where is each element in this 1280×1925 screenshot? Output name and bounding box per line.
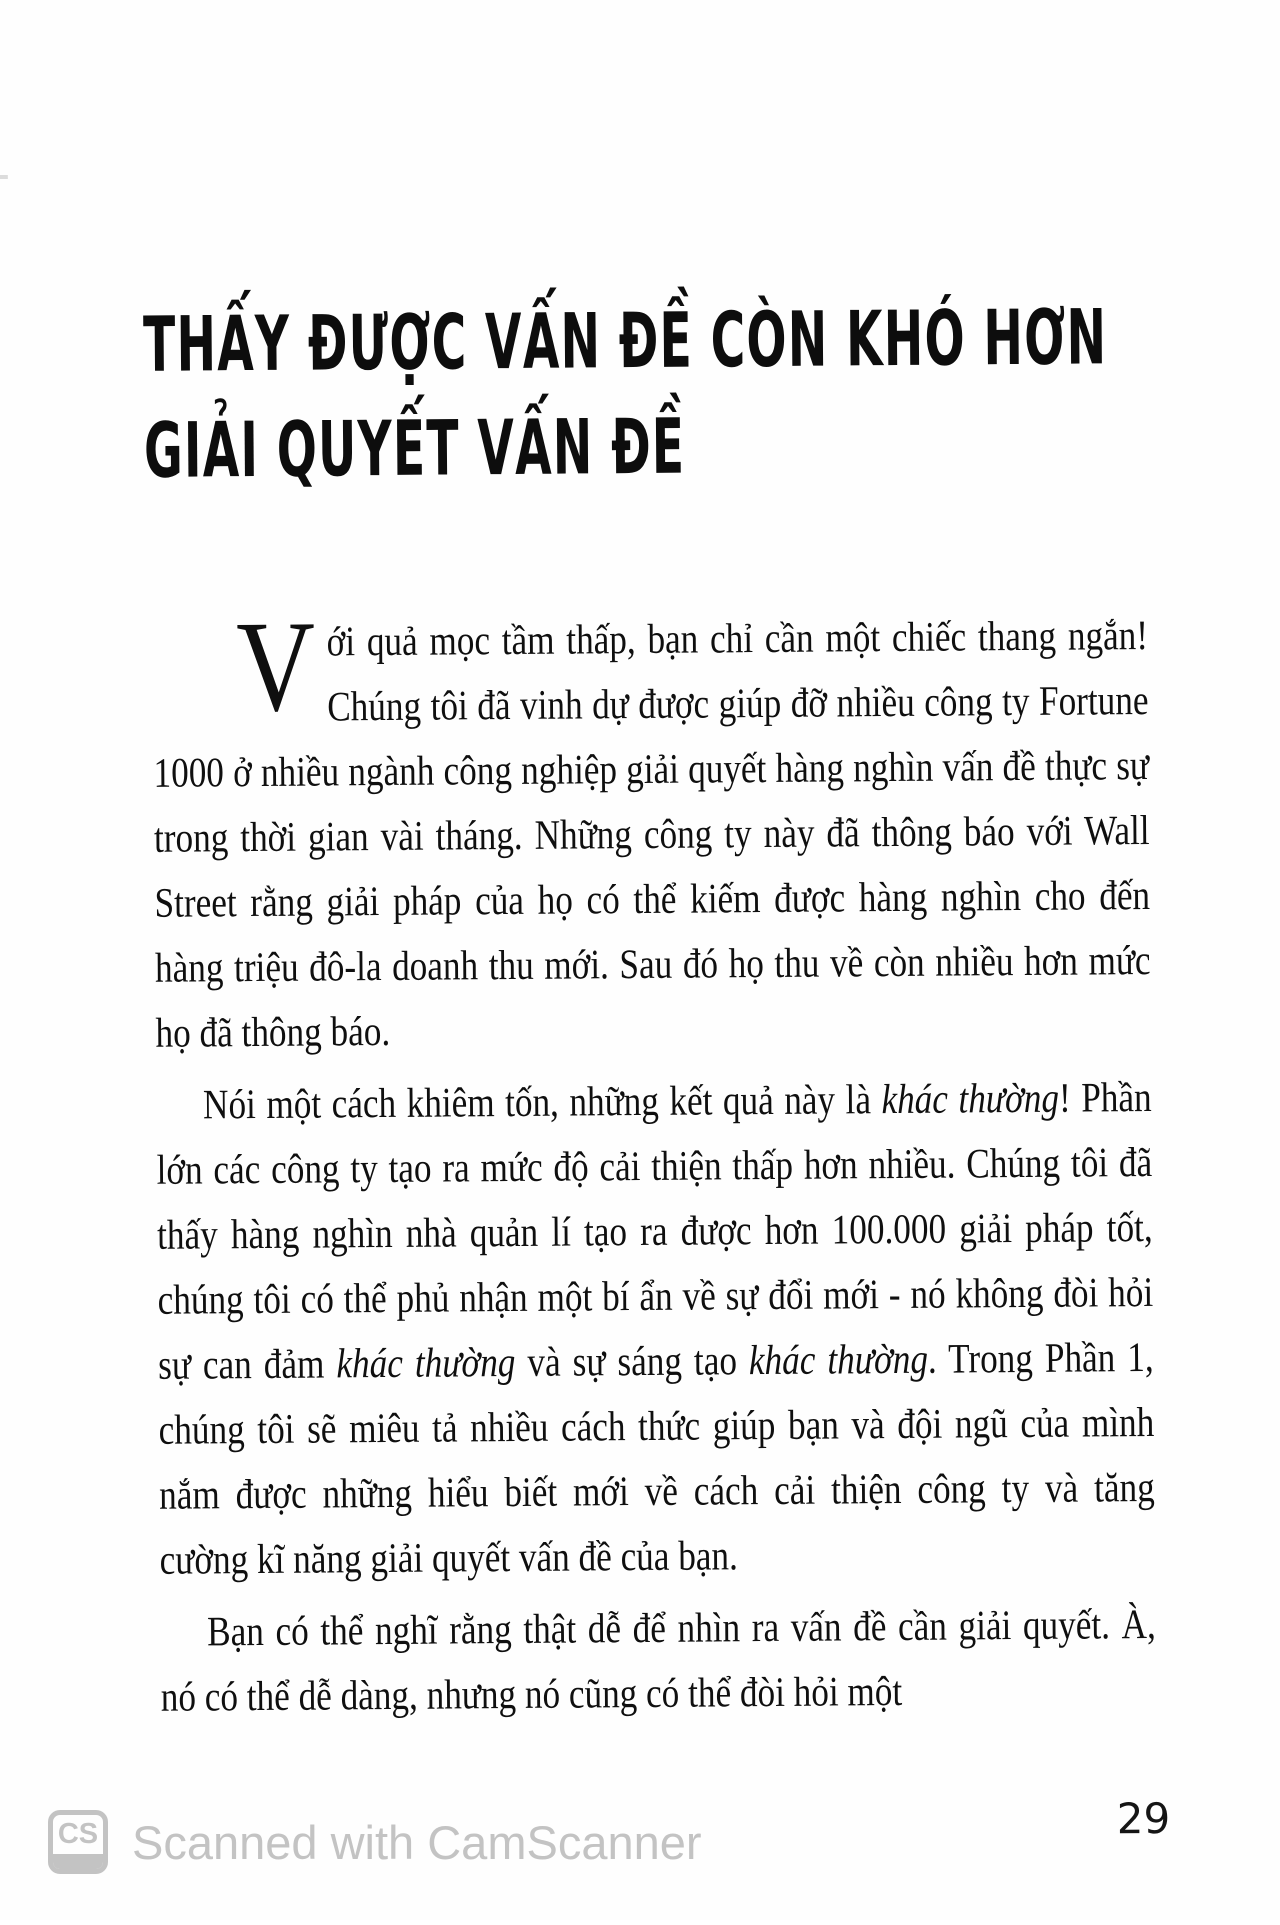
text-run: ! Phần lớn các công ty tạo ra mức độ cải thiện thấp hơn nhiều. Chúng tôi đã thấy hàng nghìn nhà quản lí tạo ra được hơn 100.000 giải pháp tốt, chúng tôi có thể phủ nhận một bí ẩn về sự đổi mới - nó không đòi hỏi sự can đảm [156, 1074, 1154, 1389]
chapter-title [143, 280, 1280, 504]
paragraph-1 [152, 594, 1151, 1067]
drop-cap: V [235, 594, 316, 740]
italic-run: khác thường [748, 1336, 929, 1385]
text-run: Nói một cách khiêm tốn, những kết quả này là [202, 1077, 882, 1129]
body-text [152, 594, 1156, 1731]
paragraph-3 [160, 1593, 1157, 1731]
camscanner-logo-icon [48, 1810, 108, 1874]
paragraph-2 [156, 1066, 1156, 1594]
camscanner-logo-bar [53, 1854, 103, 1869]
page-number: 29 [1116, 1793, 1171, 1844]
text-run: Bạn có thể nghĩ rằng thật dễ để nhìn ra vấn đề cần giải quyết. À, nó có thể dễ dàng, nhưng nó cũng có thể đòi hỏi một [160, 1601, 1156, 1721]
text-run: . Trong Phần 1, chúng tôi sẽ miêu tả nhiều cách thức giúp bạn và đội ngũ của mình nắm được những hiểu biết mới về cách cải thiện công ty và tăng cường kĩ năng giải quyết vấn đề của bạn. [158, 1334, 1155, 1584]
italic-run: khác thường [881, 1075, 1060, 1124]
text-run: ới quả mọc tầm thấp, bạn chỉ cần một chiếc thang ngắn! Chúng tôi đã vinh dự được giúp đỡ nhiều công ty Fortune 1000 ở nhiều ngành công nghiệp giải quyết hàng nghìn vấn đề thực sự trong thời gian vài tháng. Những công ty này đã thông báo với Wall Street rằng giải pháp của họ có thể kiếm được hàng nghìn cho đến hàng triệu đô-la doanh thu mới. Sau đó họ thu về còn nhiều hơn mức họ đã thông báo. [153, 613, 1151, 1057]
camscanner-watermark [48, 1810, 702, 1874]
scan-edge-artifact [0, 175, 8, 179]
italic-run: khác thường [336, 1339, 516, 1388]
chapter-title-line-1: THẤY ĐƯỢC VẤN ĐỀ CÒN KHÓ HƠN [142, 292, 1108, 389]
text-run: và sự sáng tạo [515, 1338, 750, 1386]
camscanner-logo-text: CS [57, 1818, 99, 1850]
chapter-title-line-2: GIẢI QUYẾT VẤN ĐỀ [143, 401, 686, 495]
camscanner-label: Scanned with CamScanner [132, 1815, 702, 1869]
